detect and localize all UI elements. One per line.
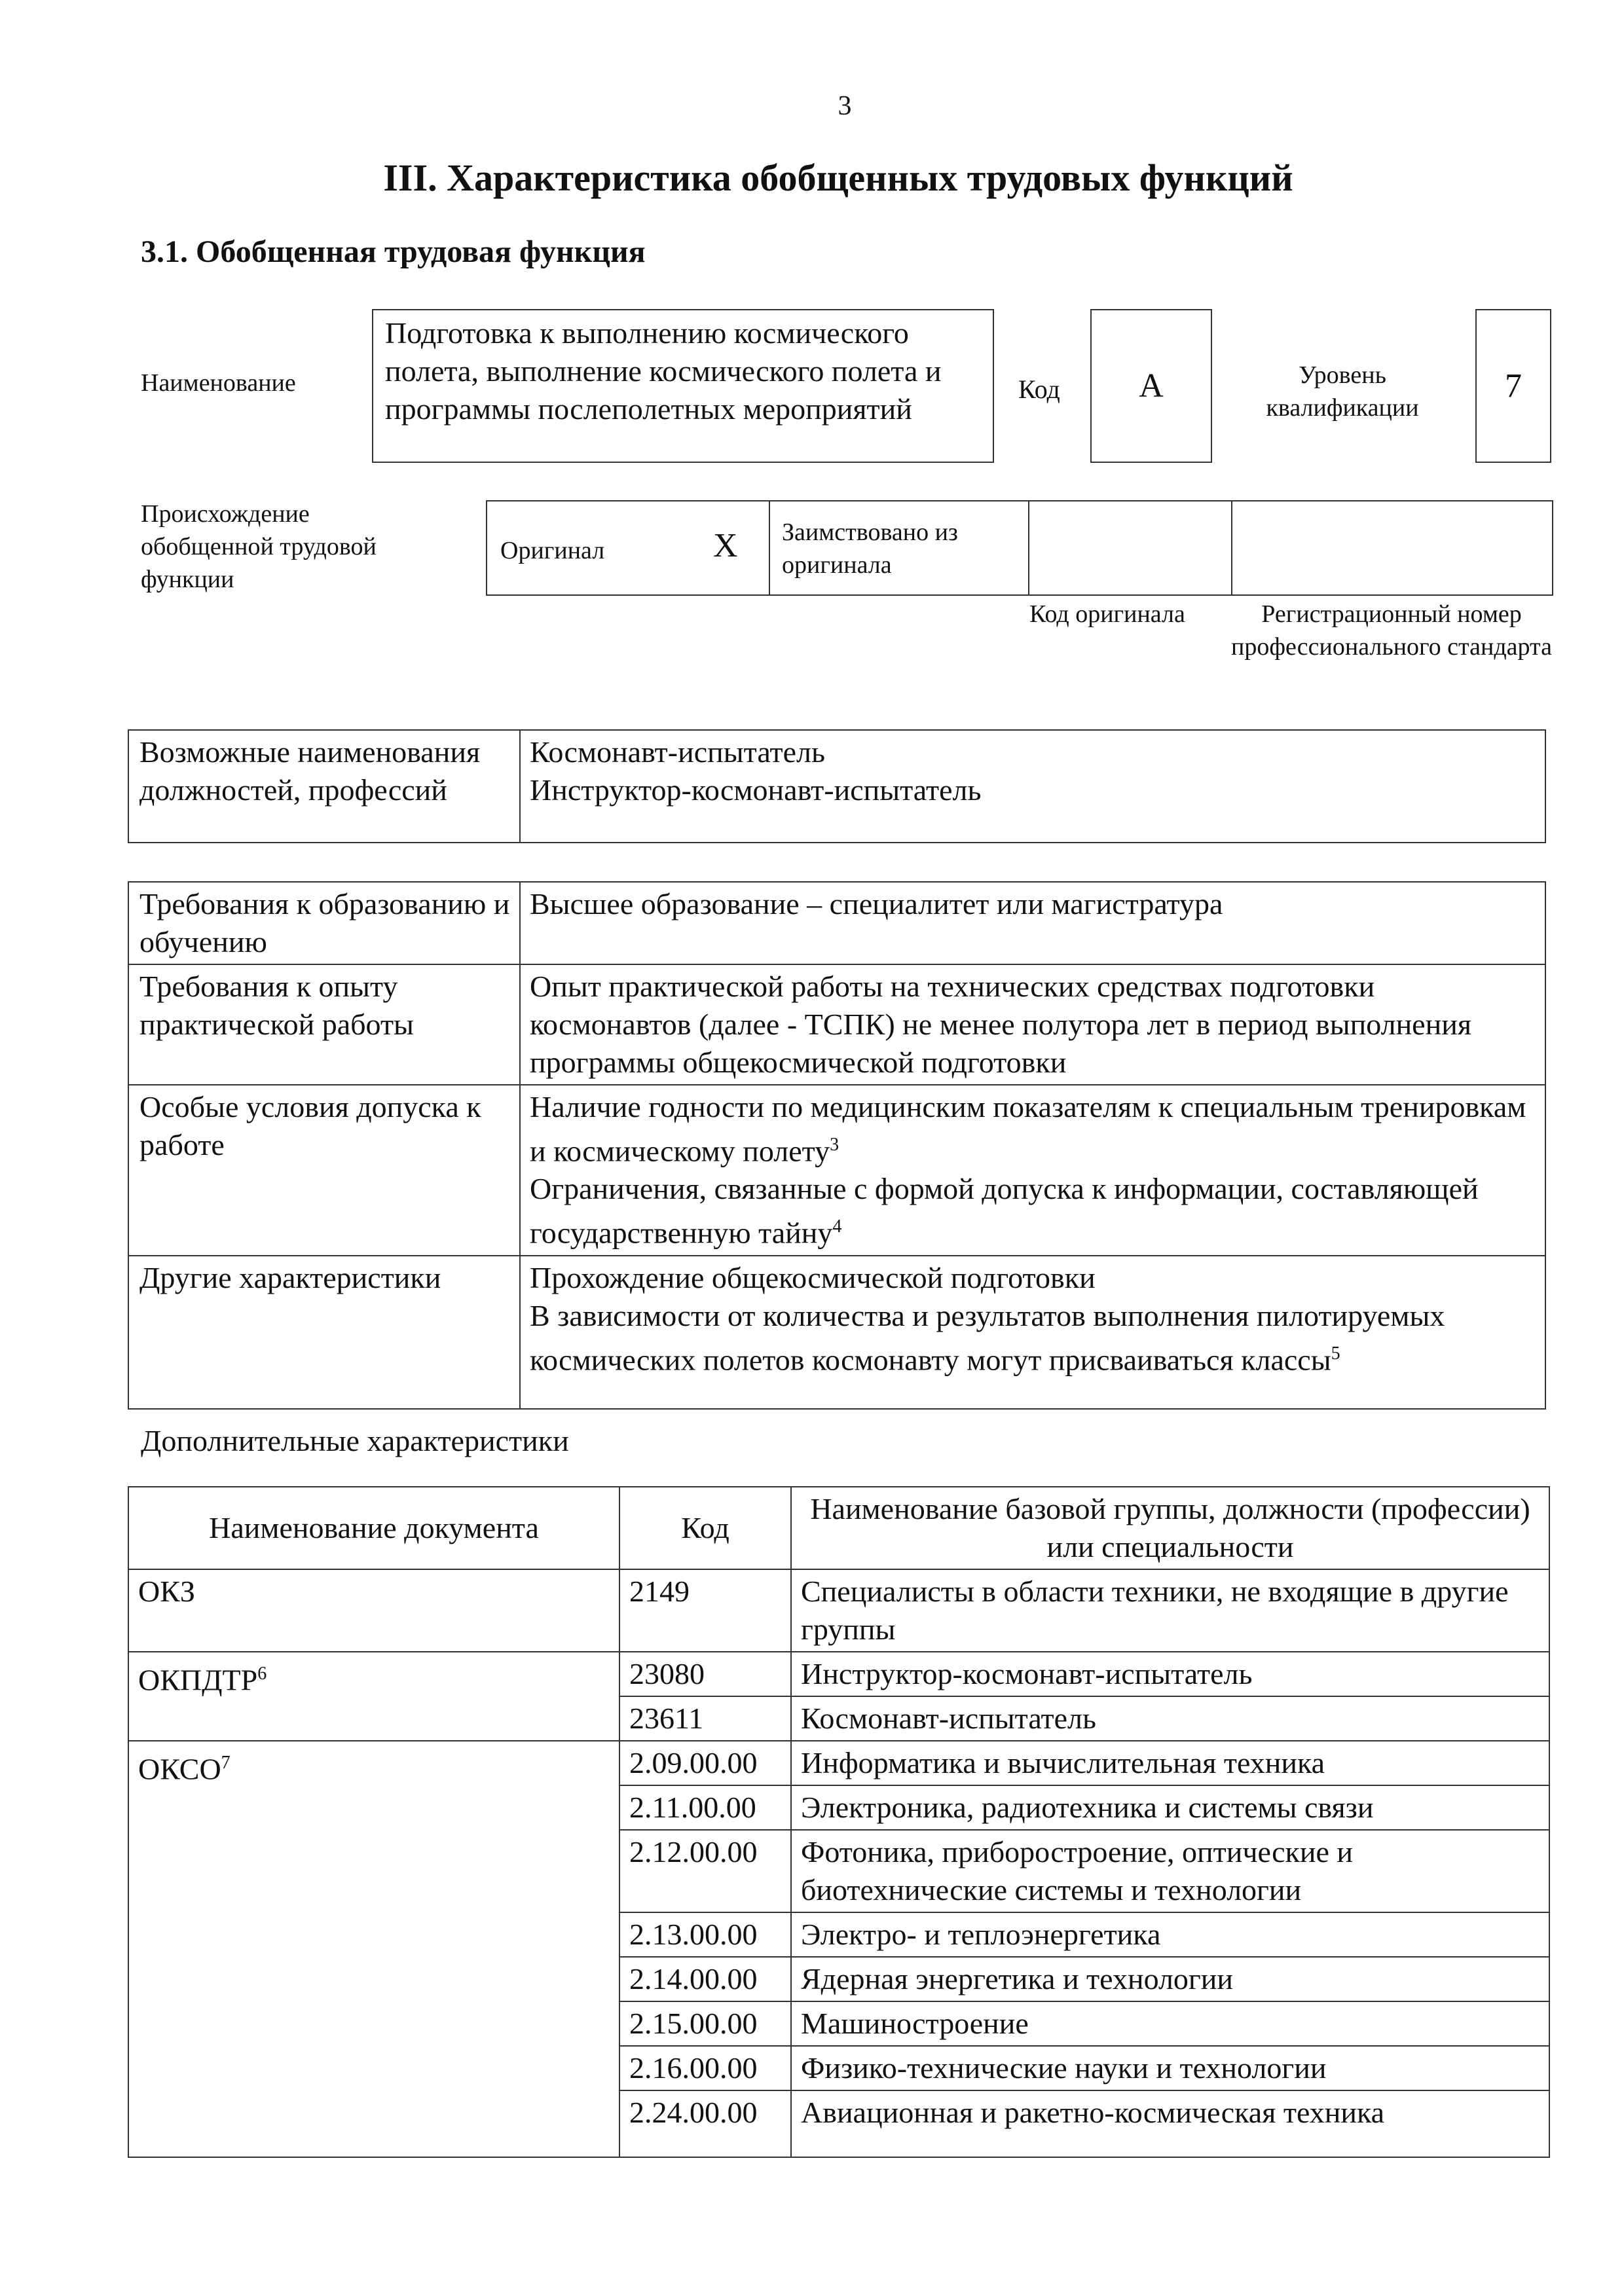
level-value-box <box>1475 309 1551 463</box>
reg-number-caption: Регистрационный номер профессионального стандарта <box>1231 600 1552 661</box>
code-cell: 2.16.00.00 <box>619 2046 791 2090</box>
code-cell: 2.15.00.00 <box>619 2001 791 2046</box>
position-item: Инструктор-космонавт-испытатель <box>530 773 982 807</box>
origin-label: Происхождение обобщенной трудовой функции <box>141 500 377 593</box>
req-label: Другие характеристики <box>128 1256 520 1409</box>
name-label: Наименование <box>141 369 296 397</box>
group-cell: Космонавт-испытатель <box>791 1696 1549 1741</box>
additional-table <box>128 1486 1550 2158</box>
header-code: Код <box>619 1487 791 1569</box>
req-line: В зависимости от количества и результатов выполнения пилотируемых космических полетов космонавту могут присваиваться классы$^5$ <box>530 1298 1445 1376</box>
original-label: Оригинал <box>500 537 605 564</box>
position-item: Космонавт-испытатель <box>530 735 825 769</box>
code-cell: 2.11.00.00 <box>619 1785 791 1830</box>
name-value-box <box>372 309 994 463</box>
req-label: Требования к опыту практической работы <box>128 964 520 1085</box>
level-label: Уровень квалификации <box>1266 361 1419 422</box>
group-cell: Специалисты в области техники, не входящие в другие группы <box>791 1569 1549 1652</box>
name-value: Подготовка к выполнению космического полета, выполнение космического полета и программы послеполетных мероприятий <box>385 316 942 426</box>
origin-divider-2 <box>1028 501 1029 596</box>
requirements-table <box>128 881 1546 1410</box>
req-label: Требования к образованию и обучению <box>128 882 520 964</box>
header-group: Наименование базовой группы, должности (профессии) или специальности <box>791 1487 1549 1569</box>
footnote-ref: 6 <box>257 1664 267 1684</box>
code-cell: 23611 <box>619 1696 791 1741</box>
origin-divider-1 <box>769 501 770 596</box>
group-cell: Ядерная энергетика и технологии <box>791 1957 1549 2001</box>
group-cell: Авиационная и ракетно-космическая техника <box>791 2090 1549 2157</box>
code-cell: 2.13.00.00 <box>619 1912 791 1957</box>
footnote-ref: 7 <box>221 1753 231 1773</box>
footnote-ref: 5 <box>1331 1343 1340 1364</box>
req-label: Особые условия допуска к работе <box>128 1085 520 1256</box>
positions-table <box>128 729 1546 843</box>
header-doc: Наименование документа <box>128 1487 619 1569</box>
group-cell: Информатика и вычислительная техника <box>791 1741 1549 1785</box>
footnote-ref: 4 <box>832 1216 842 1237</box>
origin-divider-3 <box>1231 501 1232 596</box>
group-cell: Инструктор-космонавт-испытатель <box>791 1652 1549 1696</box>
code-cell: 23080 <box>619 1652 791 1696</box>
code-cell: 2149 <box>619 1569 791 1652</box>
code-cell: 2.14.00.00 <box>619 1957 791 2001</box>
req-line: Высшее образование – специалитет или магистратура <box>530 887 1223 920</box>
doc-cell: ОКСО$^7$ <box>128 1741 619 2157</box>
code-cell: 2.09.00.00 <box>619 1741 791 1785</box>
group-cell: Электро- и теплоэнергетика <box>791 1912 1549 1957</box>
additional-title: Дополнительные характеристики <box>141 1424 569 1457</box>
group-cell: Электроника, радиотехника и системы связи <box>791 1785 1549 1830</box>
code-cell: 2.24.00.00 <box>619 2090 791 2157</box>
code-cell: 2.12.00.00 <box>619 1830 791 1912</box>
code-value: A <box>1139 367 1164 405</box>
code-label: Код <box>1018 374 1060 404</box>
footnote-ref: 3 <box>830 1135 840 1155</box>
section-title: III. Характеристика обобщенных трудовых функций <box>383 156 1293 199</box>
subsection-title: 3.1. Обобщенная трудовая функция <box>141 234 646 269</box>
doc-cell: ОКПДТР$^6$ <box>128 1652 619 1741</box>
doc-cell: ОКЗ <box>128 1569 619 1652</box>
origin-table <box>486 500 1553 596</box>
group-cell: Фотоника, приборостроение, оптические и биотехнические системы и технологии <box>791 1830 1549 1912</box>
req-line: Прохождение общекосмической подготовки <box>530 1260 1096 1294</box>
req-line: Ограничения, связанные с формой допуска к информации, составляющей государственную тайну$^4$ <box>530 1172 1479 1250</box>
original-code-caption: Код оригинала <box>1029 600 1185 628</box>
group-cell: Физико-технические науки и технологии <box>791 2046 1549 2090</box>
req-line: Опыт практической работы на технических средствах подготовки космонавтов (далее - ТСПК) не менее полутора лет в период выполнения программы общекосмической подготовки <box>530 970 1471 1079</box>
borrowed-label: Заимствовано из оригинала <box>782 519 958 579</box>
original-mark: X <box>713 527 738 564</box>
positions-values <box>520 730 1545 843</box>
level-value: 7 <box>1505 367 1522 405</box>
group-cell: Машиностроение <box>791 2001 1549 2046</box>
positions-label: Возможные наименования должностей, профессий <box>128 730 520 843</box>
page-number: 3 <box>838 91 852 121</box>
req-line: Наличие годности по медицинским показателям к специальным тренировкам и космическому полету$^3$ <box>530 1090 1526 1168</box>
code-value-box <box>1090 309 1212 463</box>
